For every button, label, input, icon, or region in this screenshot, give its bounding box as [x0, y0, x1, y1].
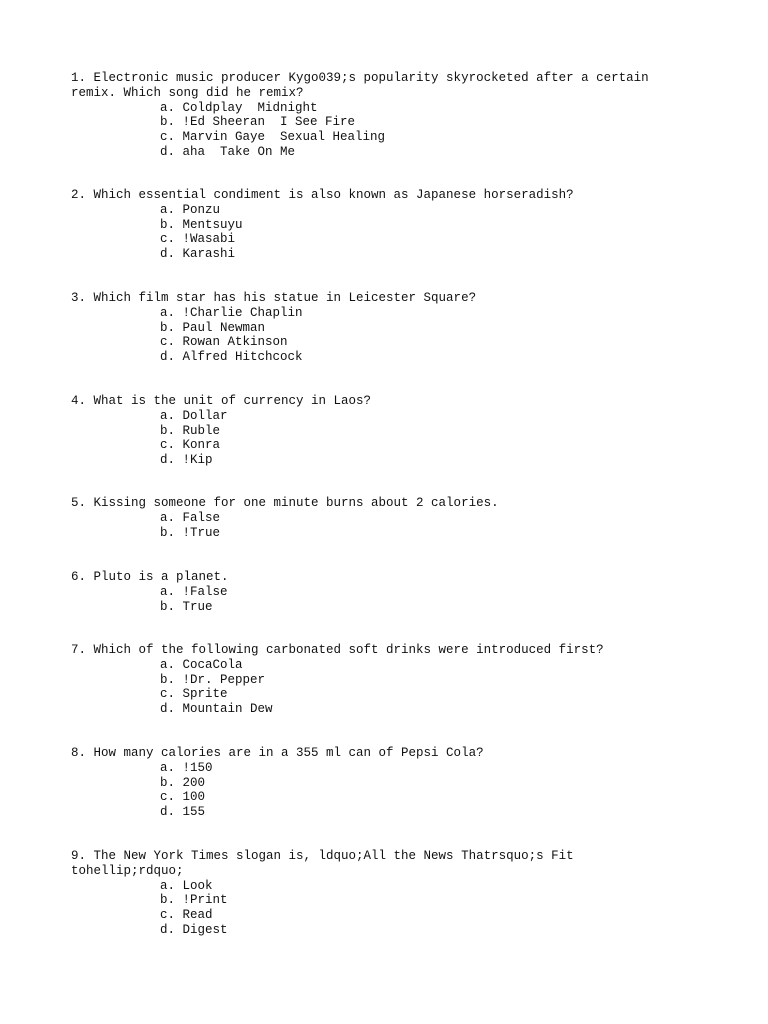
- question-text: 7. Which of the following carbonated soft drinks were introduced first?: [71, 643, 604, 657]
- answer-option: c. 100: [160, 790, 206, 805]
- answer-option: b. True: [160, 599, 213, 614]
- answer-option: a. !False: [160, 584, 228, 599]
- question-text: 8. How many calories are in a 355 ml can of Pepsi Cola?: [71, 746, 484, 760]
- answer-option: d. 155: [160, 805, 206, 820]
- answer-option: b. !True: [160, 525, 221, 540]
- question-text: 1. Electronic music producer Kygo039;s popularity skyrocketed after a certain remix. Which song did he remix?: [71, 71, 657, 100]
- question-1: [71, 71, 671, 160]
- answer-option: b. !Dr. Pepper: [160, 672, 266, 687]
- answer-option: c. Marvin Gaye Sexual Healing: [160, 130, 386, 145]
- answer-option: c. Sprite: [160, 687, 228, 702]
- answer-option: a. Ponzu: [160, 202, 221, 217]
- answer-option: d. Mountain Dew: [160, 702, 273, 717]
- answer-option: c. Konra: [160, 438, 221, 453]
- answer-option: c. Rowan Atkinson: [160, 335, 288, 350]
- question-text: 3. Which film star has his statue in Leicester Square?: [71, 291, 477, 305]
- answer-option: b. 200: [160, 775, 206, 790]
- answer-option: b. Paul Newman: [160, 320, 266, 335]
- answer-option: b. Ruble: [160, 423, 221, 438]
- answer-option: a. Coldplay Midnight: [160, 100, 318, 115]
- answer-option: a. Dollar: [160, 408, 228, 423]
- answer-option: a. False: [160, 510, 221, 525]
- question-8: [71, 746, 671, 820]
- question-text: 9. The New York Times slogan is, ldquo;All the News Thatrsquo;s Fit tohellip;rdquo;: [71, 849, 582, 878]
- answer-option: b. !Ed Sheeran I See Fire: [160, 115, 356, 130]
- question-text: 5. Kissing someone for one minute burns about 2 calories.: [71, 496, 499, 510]
- answer-option: a. !Charlie Chaplin: [160, 305, 303, 320]
- question-text: 6. Pluto is a planet.: [71, 570, 229, 584]
- answer-option: c. Read: [160, 908, 213, 923]
- answer-option: d. Karashi: [160, 247, 236, 262]
- answer-option: d. Alfred Hitchcock: [160, 350, 303, 365]
- question-3: [71, 291, 671, 365]
- answer-option: a. Look: [160, 878, 213, 893]
- question-4: [71, 394, 671, 468]
- question-7: [71, 643, 671, 717]
- question-6: [71, 570, 671, 614]
- question-text: 2. Which essential condiment is also known as Japanese horseradish?: [71, 188, 574, 202]
- answer-option: b. !Print: [160, 893, 228, 908]
- question-9: [71, 849, 671, 938]
- answer-option: d. Digest: [160, 922, 228, 937]
- answer-option: b. Mentsuyu: [160, 217, 243, 232]
- question-2: [71, 188, 671, 262]
- answer-option: d. aha Take On Me: [160, 144, 296, 159]
- answer-option: d. !Kip: [160, 453, 213, 468]
- question-5: [71, 496, 671, 540]
- answer-option: a. CocaCola: [160, 657, 243, 672]
- answer-option: a. !150: [160, 760, 213, 775]
- question-text: 4. What is the unit of currency in Laos?: [71, 394, 372, 408]
- answer-option: c. !Wasabi: [160, 232, 236, 247]
